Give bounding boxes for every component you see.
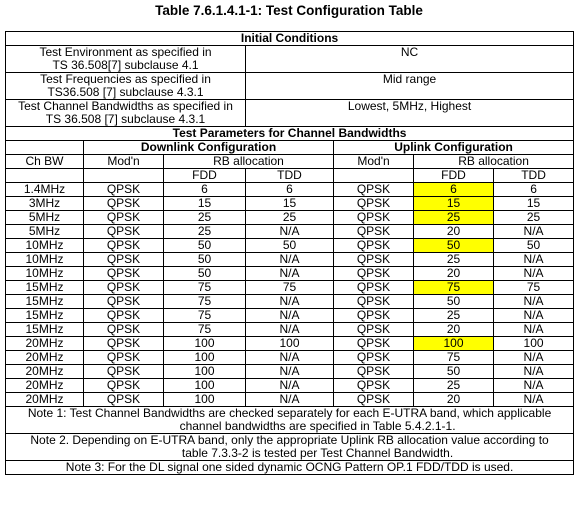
ul-modn-cell: QPSK xyxy=(334,197,414,211)
ch-bw-cell: 10MHz xyxy=(6,253,84,267)
dl-modn-cell: QPSK xyxy=(84,267,164,281)
note-row xyxy=(6,407,574,434)
dl-tdd-cell: N/A xyxy=(246,379,334,393)
dl-fdd-cell: 25 xyxy=(164,211,246,225)
ul-tdd-cell: N/A xyxy=(494,365,574,379)
dl-tdd-cell: 6 xyxy=(246,183,334,197)
dl-tdd-cell: N/A xyxy=(246,393,334,407)
table-row xyxy=(6,183,574,197)
dl-modn-cell: QPSK xyxy=(84,309,164,323)
ch-bw-cell: 15MHz xyxy=(6,323,84,337)
ul-tdd-cell: N/A xyxy=(494,267,574,281)
condition-value: Mid range xyxy=(246,73,574,100)
table-row xyxy=(6,323,574,337)
dl-modn-cell: QPSK xyxy=(84,197,164,211)
dl-fdd-cell: 75 xyxy=(164,323,246,337)
dl-modn-cell: QPSK xyxy=(84,295,164,309)
ul-tdd-cell: 100 xyxy=(494,337,574,351)
dl-tdd-cell: N/A xyxy=(246,253,334,267)
dl-tdd-cell: N/A xyxy=(246,365,334,379)
test-params-header: Test Parameters for Channel Bandwidths xyxy=(6,127,574,141)
ch-bw-cell: 15MHz xyxy=(6,281,84,295)
condition-label xyxy=(6,46,246,73)
initial-condition-row xyxy=(6,73,574,100)
note-cell xyxy=(6,434,574,461)
ul-tdd-cell: N/A xyxy=(494,393,574,407)
dl-tdd-cell: N/A xyxy=(246,295,334,309)
condition-label-line: Test Environment as specified in xyxy=(39,45,212,59)
initial-conditions-header: Initial Conditions xyxy=(6,32,574,46)
ul-fdd-cell: 25 xyxy=(414,211,494,225)
table-row xyxy=(6,351,574,365)
dl-fdd-cell: 6 xyxy=(164,183,246,197)
dl-modn-cell: QPSK xyxy=(84,379,164,393)
ul-fdd-cell: 50 xyxy=(414,295,494,309)
table-title: Table 7.6.1.4.1-1: Test Configuration Table xyxy=(155,3,423,18)
dl-fdd-cell: 100 xyxy=(164,351,246,365)
condition-label-line: TS36.508 [7] subclause 4.3.1 xyxy=(47,85,204,99)
empty-header-cell xyxy=(84,169,164,183)
ul-tdd-cell: N/A xyxy=(494,225,574,239)
ch-bw-cell: 10MHz xyxy=(6,239,84,253)
table-row xyxy=(6,225,574,239)
ch-bw-cell: 20MHz xyxy=(6,365,84,379)
dl-fdd-cell: 50 xyxy=(164,239,246,253)
dl-tdd-cell: 100 xyxy=(246,337,334,351)
dl-tdd-cell: 50 xyxy=(246,239,334,253)
ul-tdd-cell: N/A xyxy=(494,309,574,323)
condition-label-line: Test Channel Bandwidths as specified in xyxy=(18,99,233,113)
ul-modn-cell: QPSK xyxy=(334,281,414,295)
ch-bw-cell: 15MHz xyxy=(6,309,84,323)
dl-tdd-cell: N/A xyxy=(246,323,334,337)
ch-bw-cell: 10MHz xyxy=(6,267,84,281)
condition-value: Lowest, 5MHz, Highest xyxy=(246,100,574,127)
table-row xyxy=(6,309,574,323)
ul-tdd-cell: 15 xyxy=(494,197,574,211)
ch-bw-cell: 3MHz xyxy=(6,197,84,211)
ul-fdd-cell: 25 xyxy=(414,309,494,323)
dl-modn-cell: QPSK xyxy=(84,365,164,379)
ul-modn-cell: QPSK xyxy=(334,239,414,253)
dl-fdd-cell: 75 xyxy=(164,281,246,295)
dl-tdd-cell: 25 xyxy=(246,211,334,225)
condition-label-line: TS 36.508 [7] subclause 4.3.1 xyxy=(45,112,206,126)
dl-tdd-cell: 75 xyxy=(246,281,334,295)
ul-fdd-cell: 20 xyxy=(414,267,494,281)
table-row xyxy=(6,295,574,309)
dl-rb-allocation-header: RB allocation xyxy=(164,155,334,169)
ul-tdd-cell: N/A xyxy=(494,323,574,337)
table-row xyxy=(6,211,574,225)
ch-bw-cell: 20MHz xyxy=(6,379,84,393)
ul-tdd-cell: 25 xyxy=(494,211,574,225)
dl-modn-cell: QPSK xyxy=(84,225,164,239)
ul-modn-cell: QPSK xyxy=(334,351,414,365)
dl-fdd-cell: 15 xyxy=(164,197,246,211)
dl-fdd-cell: 100 xyxy=(164,393,246,407)
ul-tdd-cell: N/A xyxy=(494,253,574,267)
table-row xyxy=(6,267,574,281)
ul-fdd-cell: 75 xyxy=(414,281,494,295)
ch-bw-cell: 15MHz xyxy=(6,295,84,309)
ul-tdd-cell: N/A xyxy=(494,351,574,365)
ul-modn-cell: QPSK xyxy=(334,393,414,407)
ul-tdd-cell: 75 xyxy=(494,281,574,295)
table-row xyxy=(6,365,574,379)
ch-bw-cell: 5MHz xyxy=(6,225,84,239)
dl-tdd-cell: N/A xyxy=(246,225,334,239)
ul-tdd-header: TDD xyxy=(494,169,574,183)
ul-modn-cell: QPSK xyxy=(334,267,414,281)
ul-fdd-cell: 20 xyxy=(414,323,494,337)
dl-modn-cell: QPSK xyxy=(84,351,164,365)
dl-fdd-cell: 100 xyxy=(164,365,246,379)
ul-modn-cell: QPSK xyxy=(334,365,414,379)
ul-tdd-cell: N/A xyxy=(494,379,574,393)
ul-modn-cell: QPSK xyxy=(334,183,414,197)
table-row xyxy=(6,281,574,295)
dl-tdd-cell: N/A xyxy=(246,309,334,323)
test-configuration-table xyxy=(5,31,574,475)
dl-fdd-cell: 50 xyxy=(164,267,246,281)
ul-modn-cell: QPSK xyxy=(334,295,414,309)
dl-tdd-cell: 15 xyxy=(246,197,334,211)
dl-fdd-cell: 25 xyxy=(164,225,246,239)
table-row xyxy=(6,197,574,211)
ch-bw-cell: 20MHz xyxy=(6,393,84,407)
dl-tdd-cell: N/A xyxy=(246,351,334,365)
ul-fdd-cell: 20 xyxy=(414,225,494,239)
dl-modn-cell: QPSK xyxy=(84,211,164,225)
dl-modn-header: Mod'n xyxy=(84,155,164,169)
dl-fdd-cell: 100 xyxy=(164,337,246,351)
ul-modn-cell: QPSK xyxy=(334,379,414,393)
ul-fdd-cell: 25 xyxy=(414,253,494,267)
note-text: table 7.3.3-2 is tested per Test Channel Bandwidth. xyxy=(181,446,454,460)
ul-tdd-cell: 6 xyxy=(494,183,574,197)
ul-tdd-cell: 50 xyxy=(494,239,574,253)
condition-label xyxy=(6,100,246,127)
note-text: Note 1: Test Channel Bandwidths are checked separately for each E-UTRA band, which applicable xyxy=(27,406,552,420)
dl-tdd-cell: N/A xyxy=(246,267,334,281)
initial-condition-row xyxy=(6,100,574,127)
dl-modn-cell: QPSK xyxy=(84,323,164,337)
ul-fdd-cell: 25 xyxy=(414,379,494,393)
ul-fdd-cell: 50 xyxy=(414,365,494,379)
ul-tdd-cell: N/A xyxy=(494,295,574,309)
ul-modn-cell: QPSK xyxy=(334,211,414,225)
ul-modn-cell: QPSK xyxy=(334,323,414,337)
ul-modn-cell: QPSK xyxy=(334,337,414,351)
ul-fdd-cell: 100 xyxy=(414,337,494,351)
ch-bw-header: Ch BW xyxy=(6,155,84,169)
note-text: channel bandwidths are specified in Table 5.4.2.1-1. xyxy=(179,419,456,433)
note-text: Note 3: For the DL signal one sided dynamic OCNG Pattern OP.1 FDD/TDD is used. xyxy=(65,460,514,474)
dl-tdd-header: TDD xyxy=(246,169,334,183)
note-text: Note 2. Depending on E-UTRA band, only the appropriate Uplink RB allocation value according to xyxy=(30,433,549,447)
dl-fdd-cell: 100 xyxy=(164,379,246,393)
ul-rb-allocation-header: RB allocation xyxy=(414,155,574,169)
ul-fdd-cell: 50 xyxy=(414,239,494,253)
ch-bw-cell: 20MHz xyxy=(6,351,84,365)
note-cell xyxy=(6,407,574,434)
ul-modn-cell: QPSK xyxy=(334,225,414,239)
ul-modn-cell: QPSK xyxy=(334,253,414,267)
ul-fdd-cell: 75 xyxy=(414,351,494,365)
ul-fdd-cell: 20 xyxy=(414,393,494,407)
ul-fdd-cell: 15 xyxy=(414,197,494,211)
table-row xyxy=(6,337,574,351)
dl-fdd-cell: 75 xyxy=(164,309,246,323)
downlink-header: Downlink Configuration xyxy=(84,141,334,155)
note-row xyxy=(6,461,574,475)
note-row xyxy=(6,434,574,461)
ch-bw-cell: 1.4MHz xyxy=(6,183,84,197)
dl-modn-cell: QPSK xyxy=(84,393,164,407)
table-row xyxy=(6,239,574,253)
ul-modn-cell: QPSK xyxy=(334,309,414,323)
dl-modn-cell: QPSK xyxy=(84,239,164,253)
ul-modn-header: Mod'n xyxy=(334,155,414,169)
uplink-header: Uplink Configuration xyxy=(334,141,574,155)
initial-condition-row xyxy=(6,46,574,73)
dl-fdd-cell: 75 xyxy=(164,295,246,309)
note-cell xyxy=(6,461,574,475)
dl-fdd-cell: 50 xyxy=(164,253,246,267)
table-row xyxy=(6,393,574,407)
empty-header-cell xyxy=(334,169,414,183)
dl-modn-cell: QPSK xyxy=(84,183,164,197)
ch-bw-cell: 5MHz xyxy=(6,211,84,225)
table-row xyxy=(6,379,574,393)
table-row xyxy=(6,253,574,267)
dl-modn-cell: QPSK xyxy=(84,337,164,351)
ul-fdd-header: FDD xyxy=(414,169,494,183)
condition-label xyxy=(6,73,246,100)
empty-header-cell xyxy=(6,169,84,183)
dl-modn-cell: QPSK xyxy=(84,253,164,267)
condition-value: NC xyxy=(246,46,574,73)
ul-fdd-cell: 6 xyxy=(414,183,494,197)
condition-label-line: Test Frequencies as specified in xyxy=(40,72,211,86)
dl-fdd-header: FDD xyxy=(164,169,246,183)
empty-header-cell xyxy=(6,141,84,155)
dl-modn-cell: QPSK xyxy=(84,281,164,295)
condition-label-line: TS 36.508[7] subclause 4.1 xyxy=(52,58,199,72)
ch-bw-cell: 20MHz xyxy=(6,337,84,351)
